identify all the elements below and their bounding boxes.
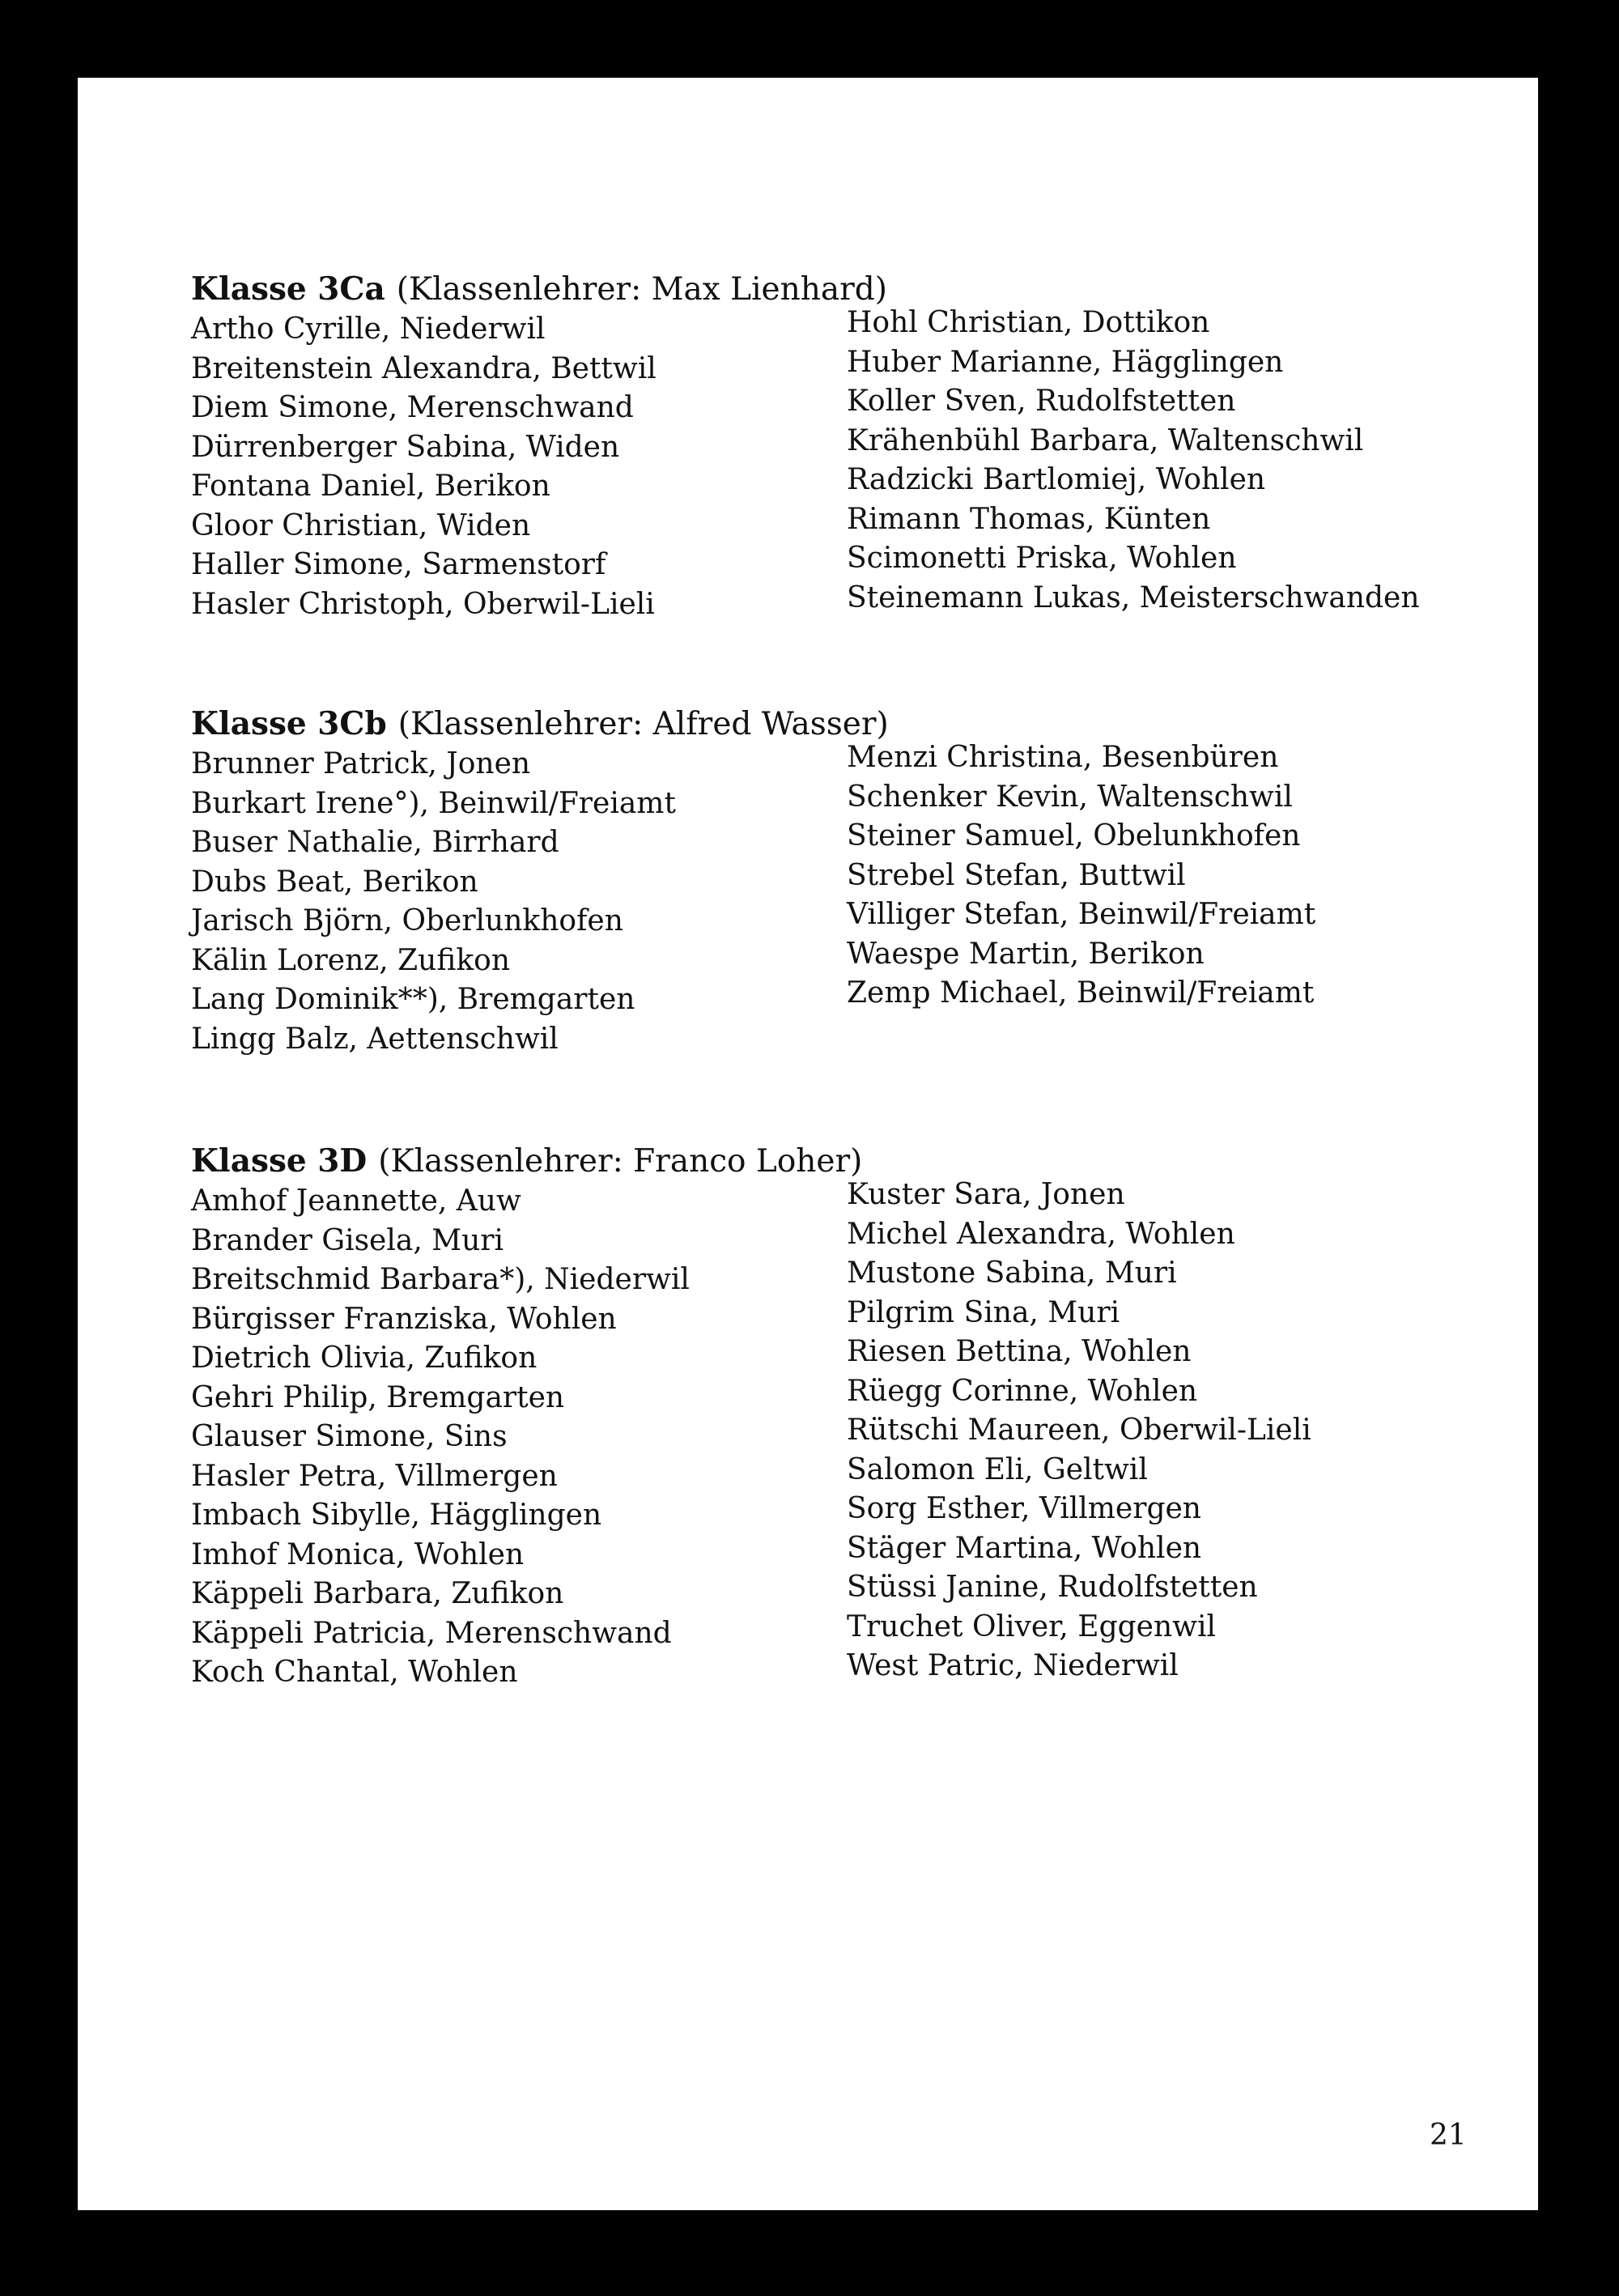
student-entry: Burkart Irene°), Beinwil/Freiamt <box>191 786 676 820</box>
student-list-right <box>847 738 1315 1014</box>
student-entry: West Patric, Niederwil <box>847 1649 1179 1682</box>
class-section-3ca <box>191 269 1535 621</box>
student-entry: Strebel Stefan, Buttwil <box>847 858 1186 892</box>
student-entry: Lingg Balz, Aettenschwil <box>191 1022 559 1056</box>
student-entry: Krähenbühl Barbara, Waltenschwil <box>847 423 1364 457</box>
student-list-right <box>847 304 1420 618</box>
page-number: 21 <box>1430 2119 1467 2152</box>
student-list-left <box>191 1182 690 1693</box>
student-list-right <box>847 1176 1311 1686</box>
student-entry: Riesen Bettina, Wohlen <box>847 1335 1192 1368</box>
student-entry: Steiner Samuel, Obelunkhofen <box>847 819 1301 852</box>
student-entry: Jarisch Björn, Oberlunkhofen <box>191 904 623 938</box>
student-entry: Waespe Martin, Berikon <box>847 937 1205 971</box>
student-entry: Koch Chantal, Wohlen <box>191 1656 518 1689</box>
student-entry: Rüegg Corinne, Wohlen <box>847 1374 1198 1408</box>
student-entry: Artho Cyrille, Niederwil <box>191 313 546 346</box>
class-teacher: (Klassenlehrer: Alfred Wasser) <box>397 706 889 742</box>
student-entry: Brander Gisela, Muri <box>191 1223 504 1257</box>
student-entry: Zemp Michael, Beinwil/Freiamt <box>847 976 1315 1010</box>
student-entry: Breitenstein Alexandra, Bettwil <box>191 351 657 385</box>
class-teacher: (Klassenlehrer: Franco Loher) <box>378 1143 863 1180</box>
class-label: Klasse 3Ca <box>191 270 385 308</box>
student-entry: Sorg Esther, Villmergen <box>847 1492 1201 1525</box>
student-entry: Dürrenberger Sabina, Widen <box>191 430 620 464</box>
student-entry: Haller Simone, Sarmenstorf <box>191 548 606 581</box>
student-entry: Schenker Kevin, Waltenschwil <box>847 780 1293 814</box>
class-section-3cb <box>191 704 1535 1056</box>
student-entry: Mustone Sabina, Muri <box>847 1256 1177 1290</box>
class-label: Klasse 3Cb <box>191 705 387 742</box>
student-entry: Radzicki Bartlomiej, Wohlen <box>847 463 1266 496</box>
student-entry: Lang Dominik**), Bremgarten <box>191 983 635 1016</box>
student-entry: Buser Nathalie, Birrhard <box>191 826 559 859</box>
student-entry: Pilgrim Sina, Muri <box>847 1295 1120 1329</box>
student-entry: Michel Alexandra, Wohlen <box>847 1217 1235 1251</box>
student-entry: Dietrich Olivia, Zufikon <box>191 1341 538 1375</box>
student-entry: Scimonetti Priska, Wohlen <box>847 542 1237 575</box>
student-entry: Menzi Christina, Besenbüren <box>847 741 1279 774</box>
student-entry: Truchet Oliver, Eggenwil <box>847 1609 1216 1643</box>
student-entry: Hasler Christoph, Oberwil-Lieli <box>191 587 655 621</box>
student-list-left <box>191 310 657 624</box>
student-entry: Amhof Jeannette, Auw <box>191 1184 521 1218</box>
student-entry: Fontana Daniel, Berikon <box>191 470 550 503</box>
student-entry: Huber Marianne, Hägglingen <box>847 345 1284 379</box>
student-entry: Glauser Simone, Sins <box>191 1420 508 1453</box>
student-entry: Imhof Monica, Wohlen <box>191 1537 525 1571</box>
student-entry: Gloor Christian, Widen <box>191 508 531 542</box>
student-entry: Hasler Petra, Villmergen <box>191 1459 558 1493</box>
student-entry: Breitschmid Barbara*), Niederwil <box>191 1263 690 1296</box>
student-entry: Koller Sven, Rudolfstetten <box>847 385 1236 418</box>
student-entry: Hohl Christian, Dottikon <box>847 306 1210 339</box>
student-entry: Stäger Martina, Wohlen <box>847 1531 1202 1565</box>
class-section-3d <box>191 1141 1535 1689</box>
student-entry: Steinemann Lukas, Meisterschwanden <box>847 580 1420 614</box>
student-entry: Dubs Beat, Berikon <box>191 865 478 899</box>
student-entry: Bürgisser Franziska, Wohlen <box>191 1302 617 1336</box>
student-entry: Kuster Sara, Jonen <box>847 1178 1125 1211</box>
class-teacher: (Klassenlehrer: Max Lienhard) <box>396 271 887 308</box>
class-label: Klasse 3D <box>191 1142 368 1180</box>
student-entry: Rimann Thomas, Künten <box>847 502 1211 536</box>
student-entry: Gehri Philip, Bremgarten <box>191 1380 565 1414</box>
student-entry: Diem Simone, Merenschwand <box>191 391 634 424</box>
student-entry: Käppeli Patricia, Merenschwand <box>191 1616 672 1650</box>
student-entry: Salomon Eli, Geltwil <box>847 1452 1148 1486</box>
student-entry: Imbach Sibylle, Hägglingen <box>191 1499 602 1532</box>
student-entry: Villiger Stefan, Beinwil/Freiamt <box>847 898 1316 931</box>
document-page <box>78 78 1538 2210</box>
student-entry: Stüssi Janine, Rudolfstetten <box>847 1571 1258 1604</box>
student-entry: Käppeli Barbara, Zufikon <box>191 1577 564 1610</box>
student-list-left <box>191 745 676 1059</box>
student-entry: Rütschi Maureen, Oberwil-Lieli <box>847 1414 1311 1447</box>
student-entry: Brunner Patrick, Jonen <box>191 747 531 780</box>
student-entry: Kälin Lorenz, Zufikon <box>191 943 511 977</box>
